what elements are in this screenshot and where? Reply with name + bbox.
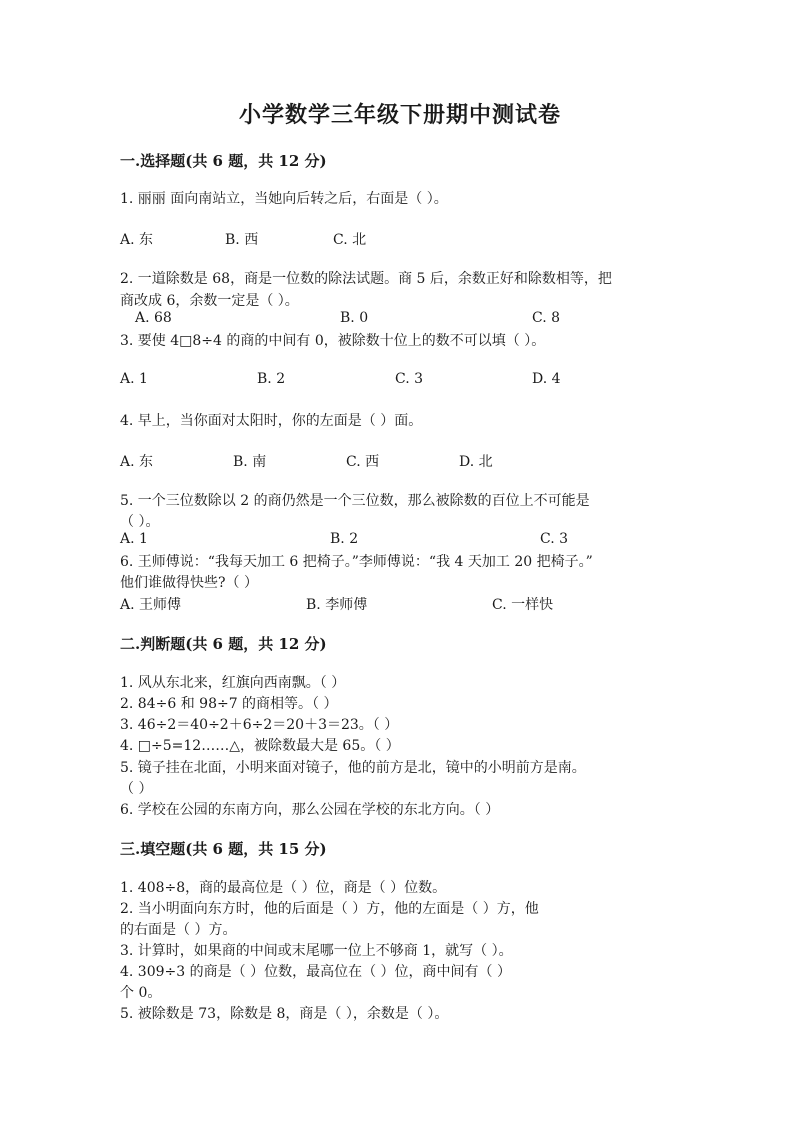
question-3-text: 3. 要使 4□8÷4 的商的中间有 0，被除数十位上的数不可以填（ ）。 bbox=[120, 333, 546, 349]
q3-option-c: C. 3 bbox=[395, 371, 424, 387]
judgement-item-5: 5. 镜子挂在北面，小明来面对镜子，他的前方是北，镜中的小明前方是南。 bbox=[120, 760, 586, 776]
q6-option-c: C. 一样快 bbox=[492, 597, 554, 613]
q6-option-a: A. 王师傅 bbox=[120, 597, 182, 613]
question-6-line2: 他们谁做得快些?（ ） bbox=[120, 575, 258, 591]
q5-option-c: C. 3 bbox=[540, 531, 569, 547]
fill-item-1: 1. 408÷8，商的最高位是（ ）位，商是（ ）位数。 bbox=[120, 880, 447, 896]
judgement-item-5-blank: （ ） bbox=[120, 781, 153, 797]
question-6-line1: 6. 王师傅说：“我每天加工 6 把椅子。”李师傅说：“我 4 天加工 20 把椅子。” bbox=[120, 554, 593, 570]
fill-item-2-line1: 2. 当小明面向东方时，他的后面是（ ）方，他的左面是（ ）方，他 bbox=[120, 901, 539, 917]
question-1-text: 1. 丽丽 面向南站立，当她向后转之后，右面是（ ）。 bbox=[120, 191, 448, 207]
question-4-text: 4. 早上，当你面对太阳时，你的左面是（ ）面。 bbox=[120, 413, 423, 429]
q4-option-a: A. 东 bbox=[120, 454, 154, 470]
q6-option-b: B. 李师傅 bbox=[306, 597, 368, 613]
fill-item-4-line2: 个 0。 bbox=[120, 985, 162, 1001]
judgement-item-2: 2. 84÷6 和 98÷7 的商相等。（ ） bbox=[120, 696, 338, 712]
judgement-item-3: 3. 46÷2＝40÷2＋6÷2＝20＋3＝23。（ ） bbox=[120, 717, 399, 733]
q5-option-b: B. 2 bbox=[330, 531, 359, 547]
section-heading-fill: 三.填空题(共 6 题，共 15 分) bbox=[120, 840, 327, 858]
section-heading-judgement: 二.判断题(共 6 题，共 12 分) bbox=[120, 635, 327, 653]
q3-option-b: B. 2 bbox=[257, 371, 286, 387]
q2-option-c: C. 8 bbox=[532, 310, 561, 326]
q4-option-b: B. 南 bbox=[233, 454, 267, 470]
q1-option-c: C. 北 bbox=[333, 232, 367, 248]
judgement-item-4: 4. □÷5=12……△，被除数最大是 65。（ ） bbox=[120, 738, 400, 754]
fill-item-2-line2: 的右面是（ ）方。 bbox=[120, 922, 237, 938]
fill-item-5: 5. 被除数是 73，除数是 8，商是（ ），余数是（ ）。 bbox=[120, 1006, 449, 1022]
q3-option-d: D. 4 bbox=[532, 371, 561, 387]
page-title: 小学数学三年级下册期中测试卷 bbox=[238, 102, 561, 128]
q5-option-a: A. 1 bbox=[120, 531, 148, 547]
question-2-line2: 商改成 6，余数一定是（ ）。 bbox=[120, 293, 299, 309]
q4-option-c: C. 西 bbox=[346, 454, 380, 470]
q1-option-b: B. 西 bbox=[225, 232, 259, 248]
q3-option-a: A. 1 bbox=[120, 371, 148, 387]
judgement-item-1: 1. 风从东北来，红旗向西南飘。（ ） bbox=[120, 675, 346, 691]
q2-option-b: B. 0 bbox=[340, 310, 369, 326]
judgement-item-6: 6. 学校在公园的东南方向，那么公园在学校的东北方向。（ ） bbox=[120, 802, 500, 818]
q4-option-d: D. 北 bbox=[459, 454, 493, 470]
question-5-line1: 5. 一个三位数除以 2 的商仍然是一个三位数，那么被除数的百位上不可能是 bbox=[120, 493, 590, 509]
question-2-line1: 2. 一道除数是 68，商是一位数的除法试题。商 5 后，余数正好和除数相等，把 bbox=[120, 271, 612, 287]
q2-option-a: A. 68 bbox=[135, 310, 172, 326]
q1-option-a: A. 东 bbox=[120, 232, 154, 248]
question-5-line2: （ ）。 bbox=[120, 514, 160, 530]
section-heading-choice: 一.选择题(共 6 题，共 12 分) bbox=[120, 152, 327, 170]
fill-item-4-line1: 4. 309÷3 的商是（ ）位数，最高位在（ ）位，商中间有（ ） bbox=[120, 964, 511, 980]
fill-item-3: 3. 计算时，如果商的中间或末尾哪一位上不够商 1，就写（ ）。 bbox=[120, 943, 513, 959]
